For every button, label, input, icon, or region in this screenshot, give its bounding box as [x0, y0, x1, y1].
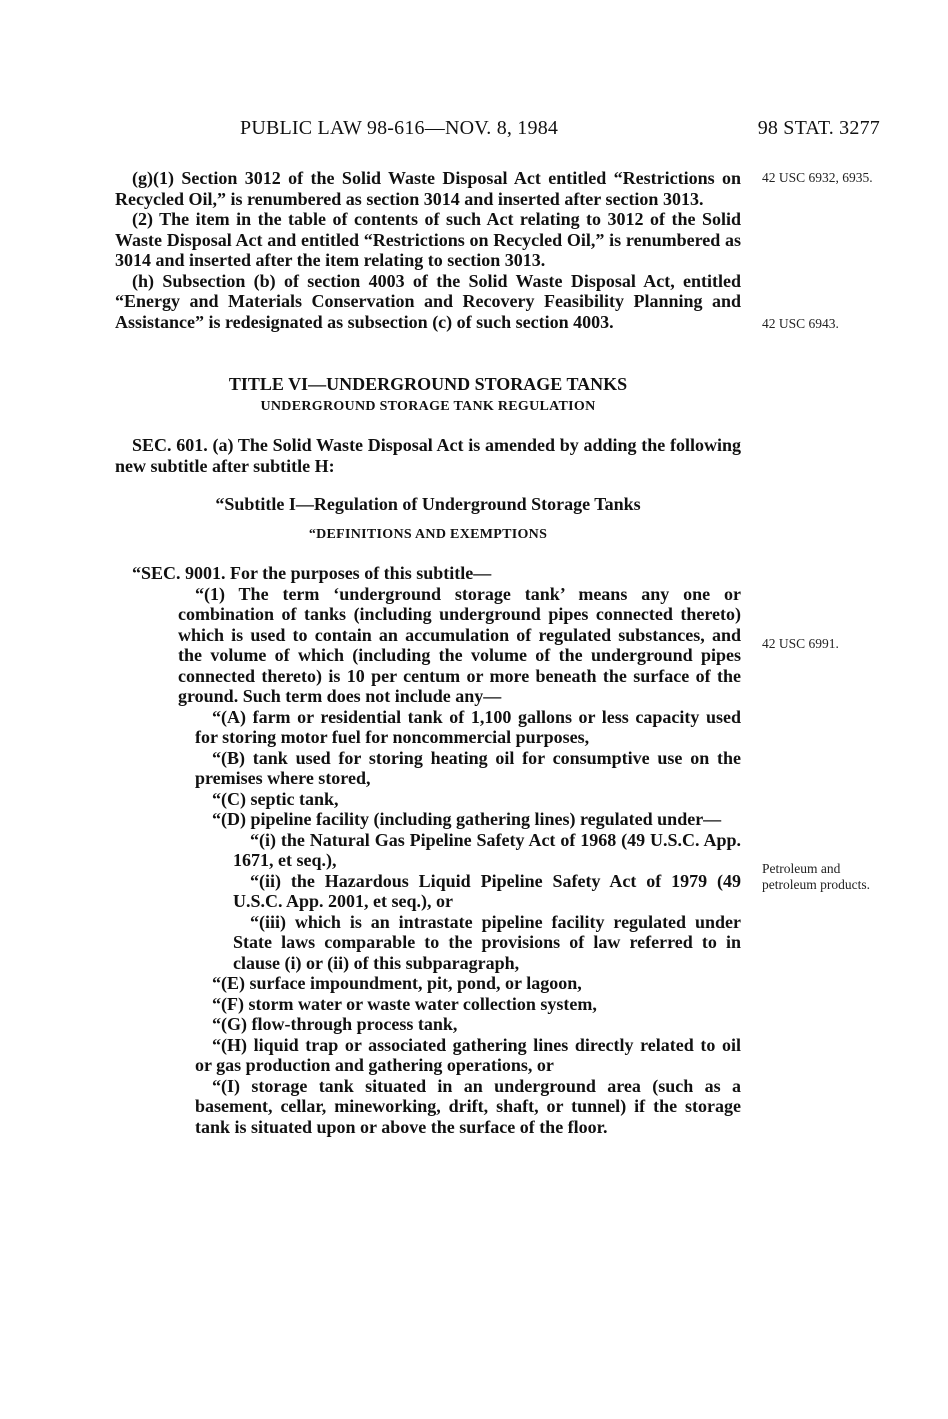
- paragraph-g2: (2) The item in the table of contents of such Act relating to 3012 of the Solid Waste Disposal Act and entitled “Restrictions on Recycled Oil,” is renumbered as 3014 and inserted after the item relating to section 3013.: [115, 209, 741, 270]
- header-stat-reference: 98 STAT. 3277: [757, 117, 880, 139]
- margin-note-6943: 42 USC 6943.: [762, 316, 839, 331]
- clause-i-storage: “(I) storage tank situated in an underground area (such as a basement, cellar, mineworking, drift, shaft, or tunnel) if the storage tank is situated upon or above the surface of the floor.: [195, 1075, 741, 1137]
- header-title: PUBLIC LAW 98-616—NOV. 8, 1984: [240, 117, 559, 139]
- paragraph-h: (h) Subsection (b) of section 4003 of the Solid Waste Disposal Act, entitled “Energy and Materials Conservation and Recovery Feasibility Planning and Assistance” is redesignated as subsection (c) of such section 4003.: [115, 270, 741, 332]
- title-vi-heading: TITLE VI—UNDERGROUND STORAGE TANKS: [228, 374, 628, 394]
- clause-d-ii: “(ii) the Hazardous Liquid Pipeline Safety Act of 1979 (49 U.S.C. App. 2001, et seq.), or: [233, 870, 741, 911]
- clause-b: “(B) tank used for storing heating oil for consumptive use on the premises where stored,: [195, 747, 741, 788]
- clause-c: “(C) septic tank,: [212, 788, 339, 809]
- clause-g: “(G) flow-through process tank,: [212, 1014, 458, 1034]
- document-body: [115, 168, 741, 1137]
- subheading-regulation: UNDERGROUND STORAGE TANK REGULATION: [260, 398, 596, 414]
- definition-1: “(1) The term ‘underground storage tank’ means any one or combination of tanks (including underground pipes connected thereto) which is used to contain an accumulation of regulated substances, and the volume of which (including the volume of the underground pipes connected thereto) is 10 per centum or more beneath the surface of the ground. Such term does not include any—: [178, 583, 741, 706]
- section-9001: “SEC. 9001. For the purposes of this subtitle—: [132, 563, 492, 583]
- clause-d-i: “(i) the Natural Gas Pipeline Safety Act of 1968 (49 U.S.C. App. 1671, et seq.),: [233, 829, 741, 870]
- clause-d-iii: “(iii) which is an intrastate pipeline facility regulated under State laws comparable to the provisions of law referred to in clause (i) or (ii) of this subparagraph,: [233, 911, 741, 973]
- margin-note-petroleum: Petroleum and petroleum products.: [762, 861, 870, 892]
- paragraph-g1: (g)(1) Section 3012 of the Solid Waste Disposal Act entitled “Restrictions on Recycled Oil,” is renumbered as section 3014 and inserted after section 3013.: [115, 168, 741, 209]
- page-header: [240, 117, 880, 145]
- clause-d: “(D) pipeline facility (including gathering lines) regulated under—: [212, 809, 722, 829]
- subtitle-i-heading: “Subtitle I—Regulation of Underground Storage Tanks: [215, 494, 641, 514]
- clause-a: “(A) farm or residential tank of 1,100 gallons or less capacity used for storing motor fuel for noncommercial purposes,: [195, 706, 741, 747]
- section-601: SEC. 601. (a) The Solid Waste Disposal Act is amended by adding the following new subtitle after subtitle H:: [115, 435, 741, 476]
- subheading-definitions: “DEFINITIONS AND EXEMPTIONS: [308, 526, 548, 542]
- clause-h: “(H) liquid trap or associated gathering lines directly related to oil or gas production and gathering operations, or: [195, 1034, 741, 1075]
- margin-note-6991: 42 USC 6991.: [762, 636, 839, 651]
- clause-e: “(E) surface impoundment, pit, pond, or lagoon,: [212, 973, 582, 993]
- clause-f: “(F) storm water or waste water collection system,: [212, 993, 597, 1014]
- margin-note-6932: 42 USC 6932, 6935.: [762, 170, 873, 185]
